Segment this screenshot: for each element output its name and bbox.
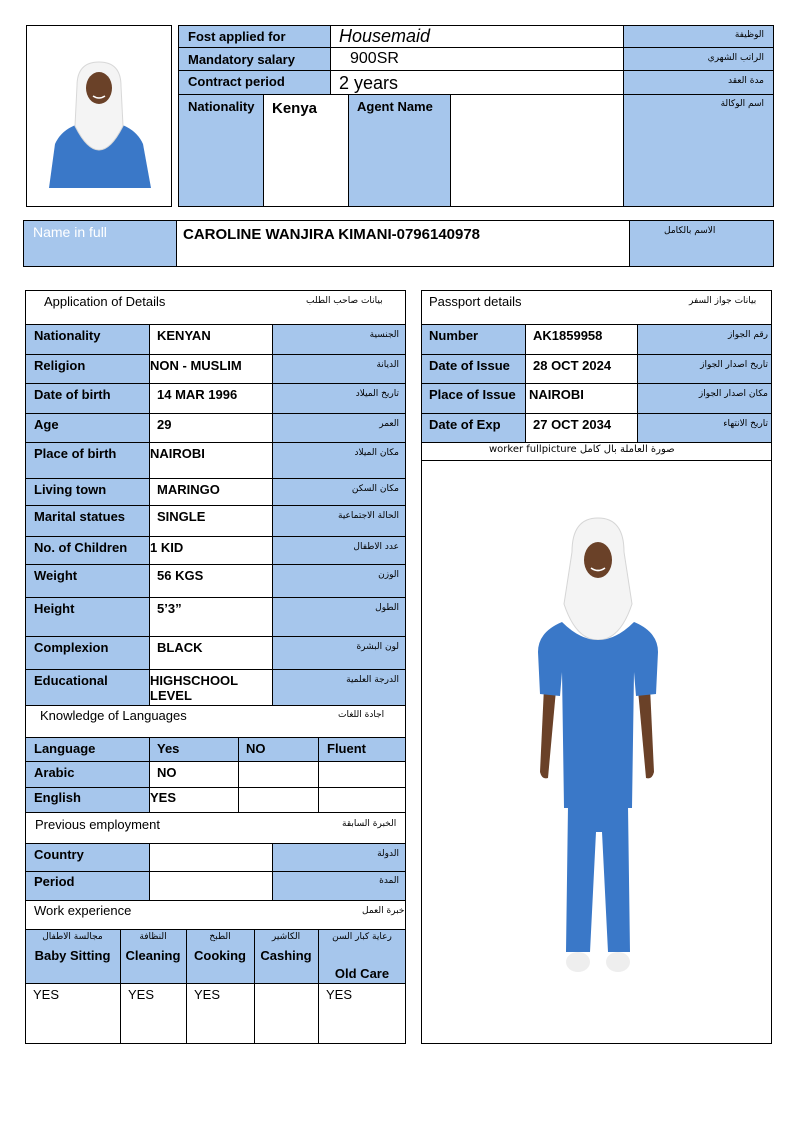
detail-value: 1 KID <box>150 540 184 555</box>
employment-country-ar: الدولة <box>377 849 399 859</box>
full-body-photo <box>532 512 662 982</box>
detail-value: MARINGO <box>157 482 220 497</box>
contract-label: Contract period <box>188 74 285 89</box>
lang-arabic-label: Arabic <box>34 765 75 780</box>
detail-label: Place of birth <box>34 446 117 461</box>
experience-title: Work experience <box>34 903 132 918</box>
agent-name-label: Agent Name <box>357 99 433 114</box>
lang-header-yes: Yes <box>157 741 180 756</box>
contract-ar: مدة العقد <box>728 76 764 86</box>
detail-ar: عدد الاطفال <box>353 542 399 552</box>
passport-value: NAIROBI <box>529 387 584 402</box>
nationality-label: Nationality <box>188 99 255 114</box>
lang-english-yes: YES <box>150 790 177 805</box>
experience-title-ar: خبرة العمل <box>362 906 405 916</box>
passport-value: AK1859958 <box>533 328 603 343</box>
detail-label: Marital statues <box>34 509 126 524</box>
passport-title: Passport details <box>429 294 522 309</box>
detail-ar: الديانة <box>376 360 399 370</box>
employment-period-ar: المدة <box>379 876 399 886</box>
experience-value: YES <box>194 987 221 1002</box>
experience-label: Old Care <box>334 966 390 981</box>
detail-value: NAIROBI <box>150 446 205 461</box>
lang-header-fluent: Fluent <box>327 741 366 756</box>
detail-ar: لون البشرة <box>356 642 399 652</box>
passport-label: Number <box>429 328 479 343</box>
nationality-value: Kenya <box>272 100 318 117</box>
passport-ar: رقم الجواز <box>727 330 768 340</box>
experience-label: Cashing <box>260 948 312 963</box>
detail-value: 5’3” <box>157 601 182 616</box>
passport-ar: تاريخ الانتهاء <box>723 419 768 429</box>
details-title-ar: بيانات صاحب الطلب <box>306 296 383 306</box>
passport-ar: مكان اصدار الجواز <box>698 389 768 399</box>
detail-value: HIGHSCHOOL LEVEL <box>150 673 238 703</box>
passport-value: 28 OCT 2024 <box>533 358 612 373</box>
passport-label: Date of Exp <box>429 417 501 432</box>
experience-ar: النظافة <box>139 932 167 942</box>
detail-ar: الدرجة العلمية <box>346 675 399 685</box>
detail-ar: العمر <box>379 419 399 429</box>
salary-ar: الراتب الشهري <box>707 53 764 63</box>
salary-value: 900SR <box>350 50 399 67</box>
lang-header-language: Language <box>34 741 96 756</box>
employment-title: Previous employment <box>35 817 160 832</box>
employment-period-label: Period <box>34 874 75 889</box>
detail-label: Educational <box>34 673 108 688</box>
detail-ar: مكان الميلاد <box>354 448 399 458</box>
passport-label: Date of Issue <box>429 358 510 373</box>
post-applied-label: Fost applied for <box>188 29 286 44</box>
detail-value: NON - MUSLIM <box>150 358 242 373</box>
post-applied-value: Housemaid <box>339 26 431 46</box>
portrait-photo-frame <box>26 25 172 207</box>
experience-ar: الكاشير <box>271 932 301 942</box>
detail-label: Date of birth <box>34 387 111 402</box>
detail-ar: مكان السكن <box>351 484 399 494</box>
detail-value: 56 KGS <box>157 568 204 583</box>
lang-header-no: NO <box>246 741 266 756</box>
employment-title-ar: الخبرة السابقة <box>342 819 397 829</box>
languages-title-ar: اجادة اللغات <box>338 710 385 720</box>
lang-arabic-yes: NO <box>157 765 177 780</box>
experience-label: Baby Sitting <box>34 948 111 963</box>
full-name-ar: الاسم بالكامل <box>664 226 716 236</box>
passport-ar: تاريخ اصدار الجواز <box>700 360 768 370</box>
experience-value: YES <box>326 987 353 1002</box>
detail-ar: الحالة الاجتماعية <box>338 511 399 521</box>
detail-value: BLACK <box>157 640 203 655</box>
lang-english-label: English <box>34 790 81 805</box>
detail-value: SINGLE <box>157 509 206 524</box>
detail-ar: تاريخ الميلاد <box>355 389 399 399</box>
detail-label: Weight <box>34 568 78 583</box>
experience-value: YES <box>128 987 155 1002</box>
detail-value: 29 <box>157 417 172 432</box>
detail-label: Complexion <box>34 640 109 655</box>
detail-label: Nationality <box>34 328 101 343</box>
experience-value: YES <box>33 987 60 1002</box>
experience-ar: مجالسة الاطفال <box>42 932 103 942</box>
detail-ar: الطول <box>375 603 399 613</box>
detail-value: 14 MAR 1996 <box>157 387 238 402</box>
detail-label: Living town <box>34 482 107 497</box>
details-title: Application of Details <box>44 294 166 309</box>
employment-country-label: Country <box>34 847 84 862</box>
detail-value: KENYAN <box>157 328 211 343</box>
languages-title: Knowledge of Languages <box>40 708 187 723</box>
agent-name-ar: اسم الوكالة <box>720 99 764 109</box>
experience-ar: الطبخ <box>209 932 231 942</box>
passport-value: 27 OCT 2034 <box>533 417 612 432</box>
portrait-photo <box>27 26 171 206</box>
detail-ar: الوزن <box>378 570 399 580</box>
detail-label: Age <box>34 417 59 432</box>
passport-title-ar: بيانات جواز السفر <box>689 296 757 306</box>
passport-label: Place of Issue <box>429 387 516 402</box>
post-applied-ar: الوظيفة <box>734 30 764 40</box>
full-name-label: Name in full <box>33 224 107 240</box>
detail-ar: الجنسية <box>369 330 399 340</box>
full-photo-caption: worker fullpicture صورة العاملة بال كامل <box>489 444 675 455</box>
experience-label: Cleaning <box>125 948 181 963</box>
experience-ar: رعاية كبار السن <box>332 932 392 942</box>
detail-label: Religion <box>34 358 86 373</box>
contract-value: 2 years <box>339 73 399 93</box>
experience-label: Cooking <box>194 948 246 963</box>
full-name-value: CAROLINE WANJIRA KIMANI-0796140978 <box>183 226 481 243</box>
detail-label: Height <box>34 601 75 616</box>
detail-label: No. of Children <box>34 540 128 555</box>
salary-label: Mandatory salary <box>188 52 295 67</box>
